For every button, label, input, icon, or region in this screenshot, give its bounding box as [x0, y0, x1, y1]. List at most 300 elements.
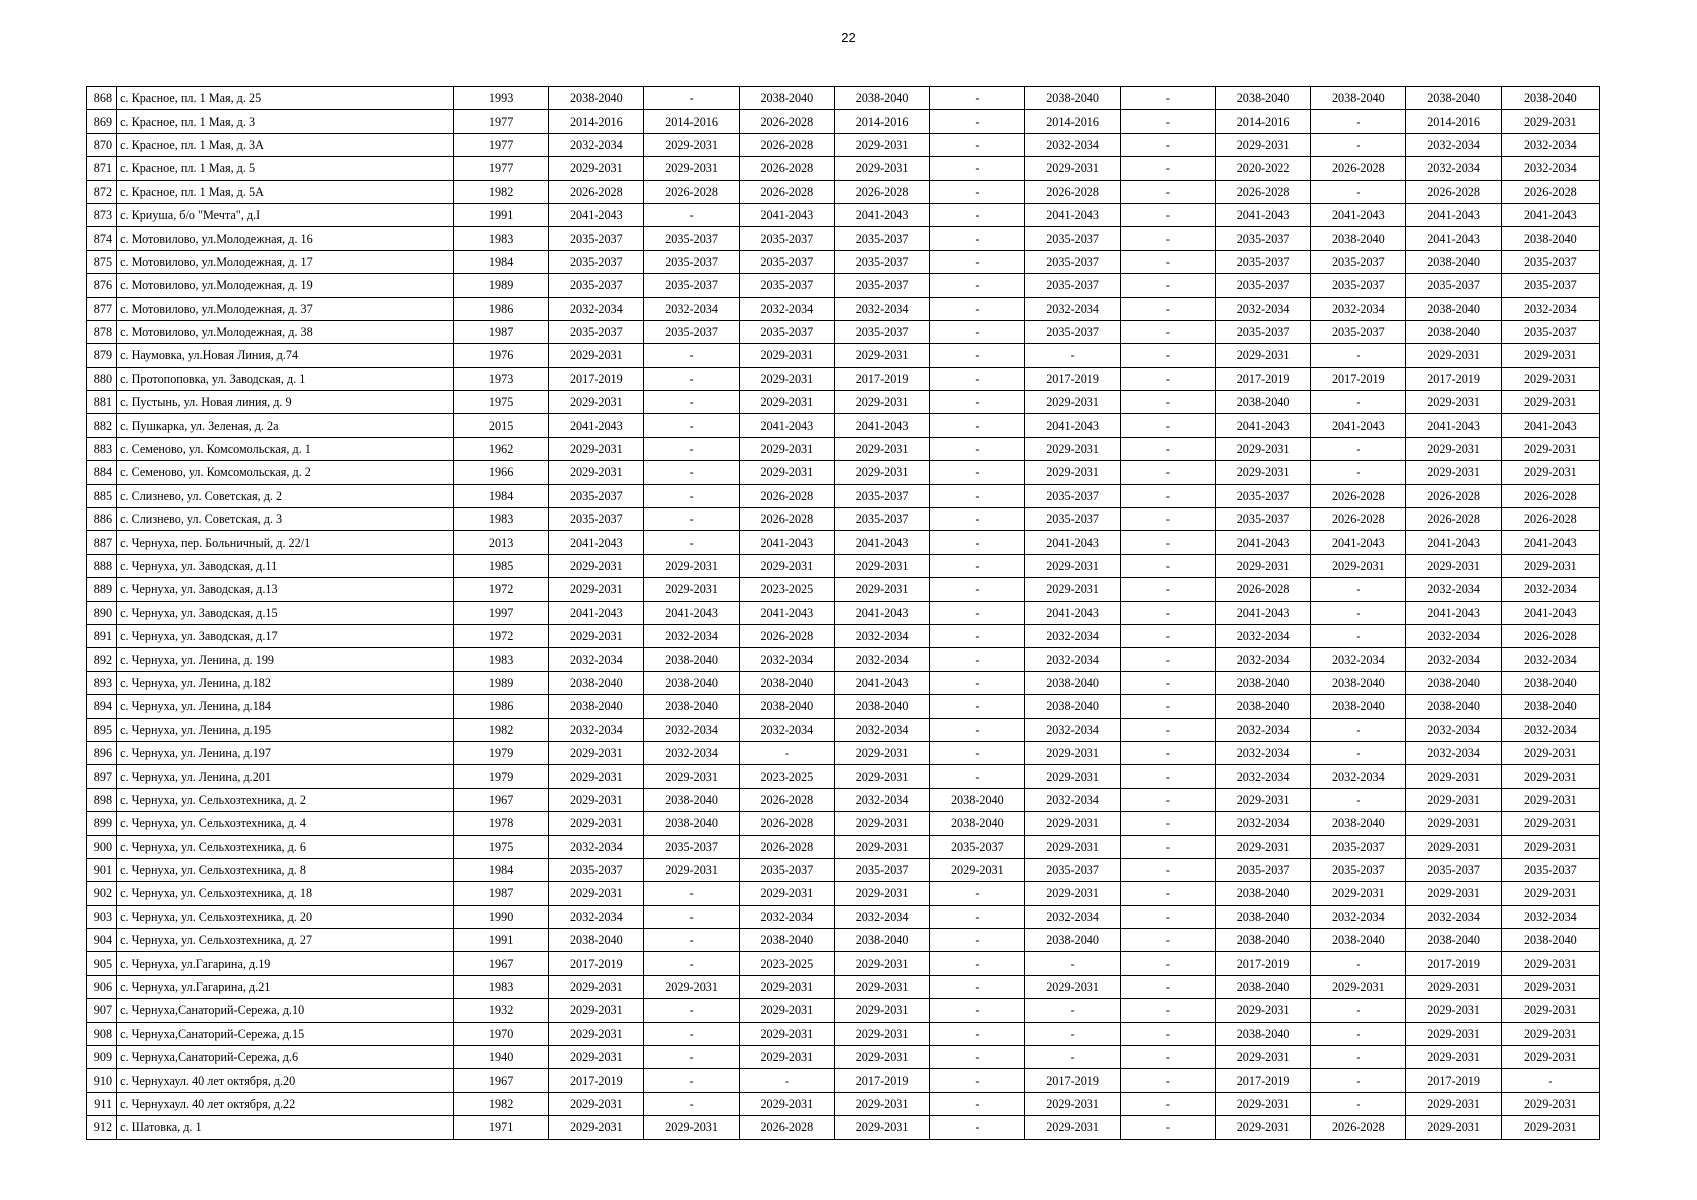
repair-period-cell: 2032-2034: [644, 741, 739, 764]
repair-period-cell: 2032-2034: [1406, 578, 1501, 601]
repair-period-cell: -: [644, 1022, 739, 1045]
repair-period-cell: 2029-2031: [549, 975, 644, 998]
repair-period-cell: 2029-2031: [549, 1046, 644, 1069]
address-cell: с. Красное, пл. 1 Мая, д. 3А: [117, 133, 454, 156]
repair-period-cell: -: [1311, 1046, 1406, 1069]
repair-period-cell: 2038-2040: [1311, 695, 1406, 718]
repair-period-cell: 2029-2031: [549, 788, 644, 811]
repair-period-cell: 2041-2043: [1215, 531, 1310, 554]
repair-period-cell: 2026-2028: [1501, 624, 1599, 647]
repair-period-cell: 2038-2040: [1215, 695, 1310, 718]
repair-period-cell: 2029-2031: [834, 133, 929, 156]
address-cell: с. Пустынь, ул. Новая линия, д. 9: [117, 391, 454, 414]
year-built-cell: 1987: [453, 320, 548, 343]
repair-period-cell: 2038-2040: [1215, 671, 1310, 694]
repair-period-cell: -: [1120, 203, 1215, 226]
repair-period-cell: 2032-2034: [1215, 624, 1310, 647]
year-built-cell: 1972: [453, 578, 548, 601]
repair-period-cell: 2038-2040: [834, 87, 929, 110]
page-number: 22: [841, 30, 856, 45]
year-built-cell: 1987: [453, 882, 548, 905]
repair-period-cell: 2038-2040: [739, 671, 834, 694]
repair-period-cell: 2026-2028: [739, 180, 834, 203]
repair-period-cell: 2029-2031: [1406, 1022, 1501, 1045]
repair-period-cell: 2041-2043: [549, 601, 644, 624]
table-row: [87, 1022, 1600, 1045]
repair-period-cell: 2026-2028: [739, 157, 834, 180]
repair-period-cell: -: [1311, 624, 1406, 647]
repair-period-cell: -: [1120, 320, 1215, 343]
address-cell: с. Красное, пл. 1 Мая, д. 25: [117, 87, 454, 110]
repair-period-cell: -: [1311, 718, 1406, 741]
repair-period-cell: 2029-2031: [930, 858, 1025, 881]
repair-period-cell: 2038-2040: [1406, 250, 1501, 273]
row-number-cell: 891: [87, 624, 117, 647]
address-cell: с. Чернухаул. 40 лет октября, д.22: [117, 1092, 454, 1115]
table-row: [87, 835, 1600, 858]
repair-period-cell: 2041-2043: [1311, 531, 1406, 554]
repair-period-cell: 2029-2031: [1501, 952, 1599, 975]
repair-period-cell: 2032-2034: [739, 297, 834, 320]
repair-period-cell: -: [1120, 1092, 1215, 1115]
repair-period-cell: 2029-2031: [1215, 788, 1310, 811]
repair-period-cell: 2029-2031: [1215, 133, 1310, 156]
year-built-cell: 1991: [453, 203, 548, 226]
repair-period-cell: 2017-2019: [1215, 367, 1310, 390]
repair-period-cell: 2029-2031: [549, 882, 644, 905]
repair-period-cell: -: [644, 882, 739, 905]
repair-period-cell: 2038-2040: [1406, 87, 1501, 110]
repair-period-cell: -: [644, 87, 739, 110]
repair-period-cell: 2032-2034: [834, 624, 929, 647]
row-number-cell: 879: [87, 344, 117, 367]
repair-period-cell: 2029-2031: [1406, 1116, 1501, 1139]
row-number-cell: 890: [87, 601, 117, 624]
repair-period-cell: -: [1311, 110, 1406, 133]
repair-period-cell: 2035-2037: [1215, 320, 1310, 343]
repair-period-cell: 2026-2028: [644, 180, 739, 203]
repair-period-cell: 2029-2031: [1215, 1116, 1310, 1139]
repair-period-cell: -: [1120, 788, 1215, 811]
repair-period-cell: 2035-2037: [1501, 250, 1599, 273]
row-number-cell: 881: [87, 391, 117, 414]
address-cell: с. Чернуха, ул. Сельхозтехника, д. 20: [117, 905, 454, 928]
repair-period-cell: 2035-2037: [1025, 858, 1120, 881]
repair-period-cell: -: [930, 882, 1025, 905]
repair-period-cell: 2032-2034: [1025, 905, 1120, 928]
repair-period-cell: 2026-2028: [739, 110, 834, 133]
repair-period-cell: 2041-2043: [1406, 531, 1501, 554]
repair-period-cell: -: [930, 929, 1025, 952]
repair-period-cell: 2017-2019: [1406, 952, 1501, 975]
repair-period-cell: -: [1120, 344, 1215, 367]
repair-period-cell: 2029-2031: [1215, 1092, 1310, 1115]
repair-period-cell: 2038-2040: [549, 671, 644, 694]
repair-period-cell: -: [930, 461, 1025, 484]
repair-period-cell: -: [930, 765, 1025, 788]
repair-period-cell: 2029-2031: [1311, 882, 1406, 905]
year-built-cell: 1984: [453, 484, 548, 507]
row-number-cell: 875: [87, 250, 117, 273]
address-cell: с. Чернуха, ул. Ленина, д. 199: [117, 648, 454, 671]
repair-period-cell: 2029-2031: [1025, 1116, 1120, 1139]
repair-period-cell: 2035-2037: [739, 274, 834, 297]
repair-period-cell: 2029-2031: [1501, 461, 1599, 484]
repair-period-cell: 2029-2031: [1406, 882, 1501, 905]
repair-period-cell: 2029-2031: [1406, 344, 1501, 367]
repair-period-cell: 2029-2031: [1406, 461, 1501, 484]
repair-period-cell: -: [644, 461, 739, 484]
repair-period-cell: -: [1120, 554, 1215, 577]
repair-period-cell: 2038-2040: [1215, 391, 1310, 414]
repair-period-cell: 2029-2031: [549, 1116, 644, 1139]
repair-period-cell: 2026-2028: [1215, 578, 1310, 601]
table-row: [87, 671, 1600, 694]
repair-period-cell: 2029-2031: [834, 765, 929, 788]
repair-period-cell: -: [930, 87, 1025, 110]
repair-period-cell: 2029-2031: [1501, 437, 1599, 460]
repair-period-cell: 2014-2016: [834, 110, 929, 133]
repair-period-cell: 2014-2016: [1406, 110, 1501, 133]
address-cell: с. Пушкарка, ул. Зеленая, д. 2а: [117, 414, 454, 437]
repair-period-cell: -: [930, 133, 1025, 156]
repair-period-cell: 2035-2037: [739, 320, 834, 343]
repair-period-cell: -: [644, 508, 739, 531]
repair-period-cell: 2029-2031: [834, 554, 929, 577]
repair-period-cell: 2038-2040: [1311, 671, 1406, 694]
repair-period-cell: 2038-2040: [1501, 671, 1599, 694]
repair-period-cell: 2038-2040: [1406, 695, 1501, 718]
repair-period-cell: 2038-2040: [1025, 87, 1120, 110]
repair-period-cell: 2029-2031: [1025, 835, 1120, 858]
repair-period-cell: 2029-2031: [834, 157, 929, 180]
repair-period-cell: 2035-2037: [1215, 508, 1310, 531]
repair-period-cell: 2029-2031: [644, 578, 739, 601]
address-cell: с. Мотовилово, ул.Молодежная, д. 37: [117, 297, 454, 320]
year-built-cell: 1932: [453, 999, 548, 1022]
row-number-cell: 878: [87, 320, 117, 343]
repair-period-cell: -: [1120, 437, 1215, 460]
address-cell: с. Чернуха, ул. Сельхозтехника, д. 2: [117, 788, 454, 811]
table-row: [87, 812, 1600, 835]
year-built-cell: 1997: [453, 601, 548, 624]
address-cell: с. Мотовилово, ул.Молодежная, д. 17: [117, 250, 454, 273]
repair-period-cell: 2038-2040: [1406, 320, 1501, 343]
repair-period-cell: -: [930, 110, 1025, 133]
repair-period-cell: 2029-2031: [1501, 975, 1599, 998]
repair-period-cell: -: [1120, 882, 1215, 905]
repair-period-cell: 2029-2031: [1311, 975, 1406, 998]
year-built-cell: 1983: [453, 508, 548, 531]
repair-period-cell: -: [930, 320, 1025, 343]
repair-period-cell: 2041-2043: [1406, 203, 1501, 226]
repair-period-cell: 2041-2043: [1311, 203, 1406, 226]
repair-period-cell: 2041-2043: [834, 414, 929, 437]
address-cell: с. Чернуха, ул. Сельхозтехника, д. 8: [117, 858, 454, 881]
repair-period-cell: 2029-2031: [1215, 999, 1310, 1022]
table-body: [87, 87, 1600, 1140]
repair-period-cell: 2029-2031: [1025, 882, 1120, 905]
repair-period-cell: 2038-2040: [1215, 882, 1310, 905]
repair-period-cell: 2029-2031: [1501, 110, 1599, 133]
repair-period-cell: -: [930, 741, 1025, 764]
repair-period-cell: 2035-2037: [549, 858, 644, 881]
year-built-cell: 1970: [453, 1022, 548, 1045]
repair-period-cell: -: [930, 180, 1025, 203]
address-cell: с. Красное, пл. 1 Мая, д. 5: [117, 157, 454, 180]
repair-period-cell: 2029-2031: [1025, 812, 1120, 835]
year-built-cell: 1985: [453, 554, 548, 577]
address-cell: с. Криуша, б/о "Мечта", д.I: [117, 203, 454, 226]
repair-period-cell: 2026-2028: [739, 624, 834, 647]
repair-period-cell: 2035-2037: [739, 250, 834, 273]
row-number-cell: 897: [87, 765, 117, 788]
repair-period-cell: 2041-2043: [739, 601, 834, 624]
repair-period-cell: 2032-2034: [549, 133, 644, 156]
repair-period-cell: 2032-2034: [1406, 905, 1501, 928]
repair-period-cell: 2032-2034: [834, 648, 929, 671]
repair-period-cell: -: [930, 578, 1025, 601]
repair-period-cell: -: [644, 1046, 739, 1069]
repair-period-cell: 2029-2031: [1501, 765, 1599, 788]
repair-period-cell: 2041-2043: [1501, 203, 1599, 226]
repair-period-cell: -: [930, 250, 1025, 273]
row-number-cell: 876: [87, 274, 117, 297]
repair-period-cell: 2035-2037: [644, 227, 739, 250]
year-built-cell: 1975: [453, 391, 548, 414]
table-row: [87, 882, 1600, 905]
address-cell: с. Чернуха,Санаторий-Сережа, д.6: [117, 1046, 454, 1069]
repair-period-cell: 2029-2031: [1215, 835, 1310, 858]
repair-period-cell: 2017-2019: [1406, 1069, 1501, 1092]
repair-period-cell: 2035-2037: [549, 508, 644, 531]
year-built-cell: 1983: [453, 227, 548, 250]
repair-period-cell: 2035-2037: [1025, 320, 1120, 343]
repair-period-cell: 2029-2031: [1215, 1046, 1310, 1069]
repair-period-cell: 2032-2034: [1406, 624, 1501, 647]
repair-period-cell: 2023-2025: [739, 578, 834, 601]
repair-period-cell: -: [930, 601, 1025, 624]
repair-period-cell: 2038-2040: [1215, 975, 1310, 998]
repair-period-cell: 2029-2031: [1311, 554, 1406, 577]
year-built-cell: 1989: [453, 671, 548, 694]
repair-period-cell: 2029-2031: [1406, 812, 1501, 835]
repair-period-cell: 2041-2043: [1406, 601, 1501, 624]
table-row: [87, 1069, 1600, 1092]
repair-period-cell: 2035-2037: [1406, 274, 1501, 297]
repair-period-cell: -: [1311, 741, 1406, 764]
repair-period-cell: 2029-2031: [834, 975, 929, 998]
year-built-cell: 1979: [453, 741, 548, 764]
repair-period-cell: 2026-2028: [739, 812, 834, 835]
repair-period-cell: 2026-2028: [1406, 484, 1501, 507]
year-built-cell: 1986: [453, 695, 548, 718]
repair-period-cell: 2035-2037: [549, 320, 644, 343]
repair-period-cell: 2029-2031: [1025, 1092, 1120, 1115]
repair-period-cell: -: [1120, 391, 1215, 414]
repair-period-cell: -: [1311, 788, 1406, 811]
repair-period-cell: 2029-2031: [1406, 765, 1501, 788]
table-row: [87, 695, 1600, 718]
repair-period-cell: 2035-2037: [834, 274, 929, 297]
table-row: [87, 414, 1600, 437]
repair-period-cell: -: [930, 1116, 1025, 1139]
row-number-cell: 893: [87, 671, 117, 694]
repair-period-cell: -: [1311, 578, 1406, 601]
repair-period-cell: -: [644, 952, 739, 975]
repair-period-cell: 2029-2031: [549, 578, 644, 601]
repair-period-cell: -: [930, 905, 1025, 928]
repair-period-cell: -: [930, 297, 1025, 320]
repair-period-cell: 2029-2031: [1501, 1022, 1599, 1045]
repair-period-cell: 2035-2037: [1215, 484, 1310, 507]
table-row: [87, 227, 1600, 250]
repair-period-cell: -: [1311, 1092, 1406, 1115]
repair-period-cell: 2032-2034: [1501, 157, 1599, 180]
repair-period-cell: 2029-2031: [1215, 344, 1310, 367]
row-number-cell: 877: [87, 297, 117, 320]
repair-period-cell: 2032-2034: [1311, 648, 1406, 671]
repair-period-cell: 2029-2031: [549, 437, 644, 460]
repair-period-cell: 2029-2031: [549, 344, 644, 367]
address-cell: с. Мотовилово, ул.Молодежная, д. 16: [117, 227, 454, 250]
repair-period-cell: 2038-2040: [739, 929, 834, 952]
row-number-cell: 868: [87, 87, 117, 110]
repair-period-cell: -: [644, 437, 739, 460]
repair-period-cell: -: [1120, 1069, 1215, 1092]
address-cell: с. Чернуха, ул. Ленина, д.197: [117, 741, 454, 764]
row-number-cell: 899: [87, 812, 117, 835]
repair-period-cell: 2029-2031: [644, 157, 739, 180]
repair-period-cell: -: [1120, 695, 1215, 718]
repair-period-cell: 2029-2031: [1501, 741, 1599, 764]
repair-period-cell: 2029-2031: [739, 1046, 834, 1069]
repair-period-cell: -: [1120, 601, 1215, 624]
repair-period-cell: 2038-2040: [644, 788, 739, 811]
repair-period-cell: 2029-2031: [549, 999, 644, 1022]
repair-period-cell: 2029-2031: [1025, 157, 1120, 180]
repair-period-cell: 2035-2037: [834, 858, 929, 881]
row-number-cell: 869: [87, 110, 117, 133]
row-number-cell: 895: [87, 718, 117, 741]
year-built-cell: 1983: [453, 975, 548, 998]
repair-period-cell: 2029-2031: [644, 1116, 739, 1139]
repair-period-cell: 2032-2034: [739, 718, 834, 741]
address-cell: с. Слизнево, ул. Советская, д. 2: [117, 484, 454, 507]
repair-period-cell: 2041-2043: [739, 531, 834, 554]
address-cell: с. Чернуха, ул.Гагарина, д.21: [117, 975, 454, 998]
address-cell: с. Чернухаул. 40 лет октября, д.20: [117, 1069, 454, 1092]
year-built-cell: 1977: [453, 133, 548, 156]
year-built-cell: 1982: [453, 718, 548, 741]
repair-period-cell: 2035-2037: [549, 274, 644, 297]
repair-period-cell: 2035-2037: [1215, 858, 1310, 881]
row-number-cell: 872: [87, 180, 117, 203]
repair-period-cell: -: [930, 1046, 1025, 1069]
repair-period-cell: 2026-2028: [1406, 508, 1501, 531]
row-number-cell: 911: [87, 1092, 117, 1115]
repair-period-cell: -: [644, 1069, 739, 1092]
repair-period-cell: 2029-2031: [739, 1092, 834, 1115]
repair-period-cell: 2038-2040: [644, 695, 739, 718]
repair-period-cell: 2029-2031: [549, 391, 644, 414]
table-row: [87, 180, 1600, 203]
repair-period-cell: -: [644, 999, 739, 1022]
repair-period-cell: 2014-2016: [549, 110, 644, 133]
repair-period-cell: 2038-2040: [1025, 671, 1120, 694]
repair-period-cell: -: [930, 344, 1025, 367]
repair-period-cell: 2032-2034: [644, 624, 739, 647]
row-number-cell: 894: [87, 695, 117, 718]
row-number-cell: 888: [87, 554, 117, 577]
repair-period-cell: -: [1120, 531, 1215, 554]
row-number-cell: 880: [87, 367, 117, 390]
repair-period-cell: -: [930, 227, 1025, 250]
row-number-cell: 898: [87, 788, 117, 811]
repair-period-cell: 2032-2034: [1501, 905, 1599, 928]
repair-period-cell: 2014-2016: [1025, 110, 1120, 133]
repair-period-cell: 2029-2031: [1406, 391, 1501, 414]
repair-period-cell: 2035-2037: [1501, 274, 1599, 297]
repair-period-cell: 2032-2034: [1406, 741, 1501, 764]
repair-period-cell: 2029-2031: [1406, 999, 1501, 1022]
repair-period-cell: -: [1501, 1069, 1599, 1092]
repair-period-cell: -: [930, 414, 1025, 437]
address-cell: с. Чернуха, ул.Гагарина, д.19: [117, 952, 454, 975]
repair-period-cell: 2035-2037: [1406, 858, 1501, 881]
repair-period-cell: 2032-2034: [1406, 157, 1501, 180]
repair-period-cell: -: [1311, 1069, 1406, 1092]
row-number-cell: 902: [87, 882, 117, 905]
repair-period-cell: 2026-2028: [739, 788, 834, 811]
repair-period-cell: 2038-2040: [1501, 87, 1599, 110]
row-number-cell: 905: [87, 952, 117, 975]
repair-period-cell: 2032-2034: [644, 297, 739, 320]
repair-period-cell: -: [644, 929, 739, 952]
row-number-cell: 900: [87, 835, 117, 858]
table-row: [87, 741, 1600, 764]
year-built-cell: 2013: [453, 531, 548, 554]
repair-period-cell: 2017-2019: [1025, 367, 1120, 390]
repair-period-cell: 2032-2034: [739, 905, 834, 928]
repair-period-cell: 2035-2037: [739, 227, 834, 250]
repair-period-cell: 2029-2031: [739, 1022, 834, 1045]
repair-period-cell: 2029-2031: [834, 1092, 929, 1115]
repair-period-cell: 2026-2028: [1215, 180, 1310, 203]
repair-period-cell: 2026-2028: [1406, 180, 1501, 203]
repair-period-cell: 2023-2025: [739, 765, 834, 788]
repair-period-cell: 2038-2040: [549, 695, 644, 718]
address-cell: с. Чернуха, ул. Ленина, д.201: [117, 765, 454, 788]
repair-period-cell: 2032-2034: [1406, 133, 1501, 156]
repair-period-cell: 2035-2037: [644, 274, 739, 297]
repair-period-cell: 2035-2037: [1311, 320, 1406, 343]
table-row: [87, 765, 1600, 788]
row-number-cell: 896: [87, 741, 117, 764]
repair-period-cell: 2017-2019: [549, 367, 644, 390]
repair-period-cell: -: [644, 367, 739, 390]
repair-period-cell: -: [1025, 999, 1120, 1022]
repair-period-cell: -: [1120, 367, 1215, 390]
repair-period-cell: -: [1120, 741, 1215, 764]
repair-period-cell: 2038-2040: [739, 87, 834, 110]
repair-period-cell: -: [644, 344, 739, 367]
address-cell: с. Чернуха, ул. Ленина, д.195: [117, 718, 454, 741]
repair-period-cell: 2041-2043: [1215, 203, 1310, 226]
row-number-cell: 882: [87, 414, 117, 437]
repair-period-cell: 2029-2031: [549, 765, 644, 788]
address-cell: с. Шатовка, д. 1: [117, 1116, 454, 1139]
